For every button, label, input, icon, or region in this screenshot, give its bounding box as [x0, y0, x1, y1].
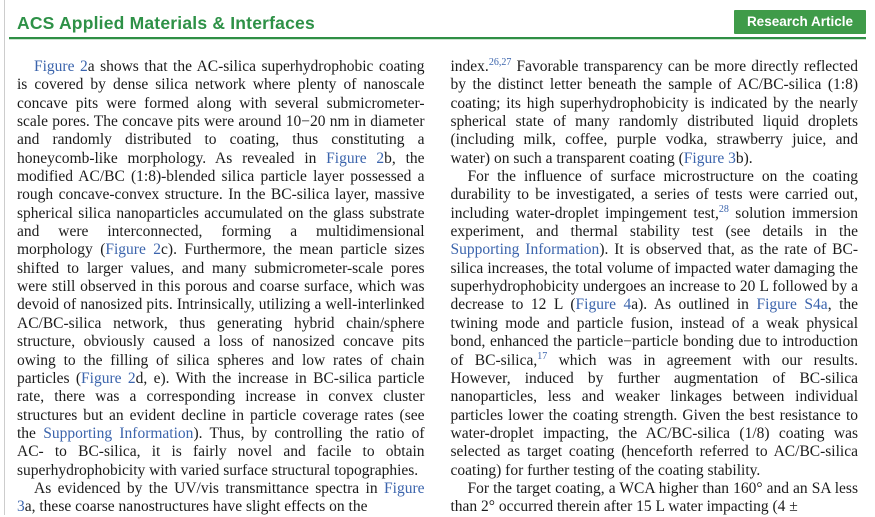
- page-edge-line: [4, 0, 5, 515]
- figure-link[interactable]: Figure 3: [683, 149, 736, 167]
- paragraph: [451, 58, 859, 168]
- journal-header: [9, 10, 866, 37]
- text-run: , the twining mode and particle fusion, instead of a weak physical bond, enhanced the particle−particle bonding due to introduction of BC-silica,: [450, 296, 859, 369]
- left-column: [17, 58, 425, 517]
- journal-title: ACS Applied Materials & Interfaces: [17, 13, 315, 33]
- text-run: d, e). With the increase in BC-silica particle rate, there was a corresponding increase in convex cluster structures but an evident decline in particle coverage rates (see the: [17, 369, 425, 442]
- reference-superscript-link[interactable]: 26,27: [488, 56, 512, 68]
- figure-link[interactable]: Figure 2: [105, 241, 162, 259]
- figure-link[interactable]: Figure 2: [34, 58, 88, 75]
- text-run: Favorable transparency can be more directly reflected by the distinct letter beneath the sample of AC/BC-silica (1:8) coating; its high superhydrophobicity is indicated by the nearly spherical state of many randomly distributed liquid droplets (including milk, coffee, purple vodka, strawberry juice, and water) on such a transparent coating (: [450, 58, 858, 167]
- supporting-information-link[interactable]: Supporting Information: [450, 241, 600, 259]
- header-rule: [9, 37, 866, 39]
- reference-superscript-link[interactable]: 28: [718, 203, 729, 215]
- text-run: a). As outlined in: [631, 296, 757, 314]
- text-run: which was in agreement with our results. However, induced by further augmentation of BC-silica nanoparticles, less and weaker linkages between individual particles lower the coating strength. Given the best resistance to water-droplet impacting, the AC/BC-silica (1/8) coating was selected as target coating (henceforth referred to AC/BC-silica coating) for further testing of the coating stability.: [450, 351, 858, 479]
- text-run: As evidenced by the UV/vis transmittance spectra in: [34, 479, 385, 497]
- text-run: solution immersion experiment, and thermal stability test (see details in the: [450, 204, 859, 241]
- research-article-badge: Research Article: [734, 10, 866, 34]
- figure-link[interactable]: Figure 2: [326, 149, 385, 167]
- right-column: [451, 58, 859, 517]
- text-run: b, the modified AC/BC (1:8)-blended silica particle layer possessed a rough concave-convex structure. In the BC-silica layer, massive spherical silica nanoparticles accumulated on the glass substrate and were interconnected, forming a multidimensional morphology (: [17, 149, 425, 259]
- text-run: a shows that the AC-silica superhydrophobic coating is covered by dense silica network where plenty of nanoscale concave pits were formed along with several submicrometer-scale pores. The concave pits were around 10−20 nm in diameter and randomly distributed to coating, thus constituting a honeycomb-like morphology. As revealed in: [17, 58, 425, 167]
- figure-link[interactable]: Figure 4: [575, 296, 632, 314]
- text-run: For the influence of surface microstructure on the coating durability to be investigated, a series of tests were carried out, including water-droplet impingement test,: [450, 168, 858, 222]
- figure-link[interactable]: Figure 2: [81, 369, 136, 387]
- text-run: For the target coating, a WCA higher than 160° and an SA less than 2° occurred therein after 15 L water impacting (4 ±: [450, 479, 858, 516]
- figure-link[interactable]: Figure 3: [17, 479, 425, 516]
- text-run: a, these coarse nanostructures have slight effects on the: [24, 498, 368, 516]
- paragraph: [17, 480, 425, 517]
- article-body: [9, 58, 866, 517]
- text-run: ). It is observed that, as the rate of BC-silica increases, the total volume of impacted water damaging the superhydrophobicity undergoes an increase to 20 L followed by a decrease to 12 L (: [450, 241, 858, 314]
- text-run: ). Thus, by controlling the ratio of AC- to BC-silica, it is fairly novel and facile to obtain superhydrophobicity with varied surface structural topographies.: [17, 424, 425, 479]
- reference-superscript-link[interactable]: 17: [537, 350, 548, 362]
- figure-link[interactable]: Figure S4a: [756, 296, 828, 314]
- paragraph: [451, 480, 859, 517]
- text-run: b).: [735, 149, 753, 167]
- paragraph: [451, 168, 859, 480]
- supporting-information-link[interactable]: Supporting Information: [43, 424, 194, 442]
- paragraph: [17, 58, 425, 480]
- text-run: c). Furthermore, the mean particle sizes shifted to larger values, and many submicrometer-scale pores were still observed in this porous and coarse surface, which was devoid of nanosized pits. Intrinsically, utilizing a well-interlinked AC/BC-silica network, thus generating hybrid chain/sphere structure, obviously caused a loss of nanosized concave pits owing to the filling of silica spheres and low rates of chain particles (: [17, 241, 425, 387]
- text-run: index.: [450, 58, 489, 75]
